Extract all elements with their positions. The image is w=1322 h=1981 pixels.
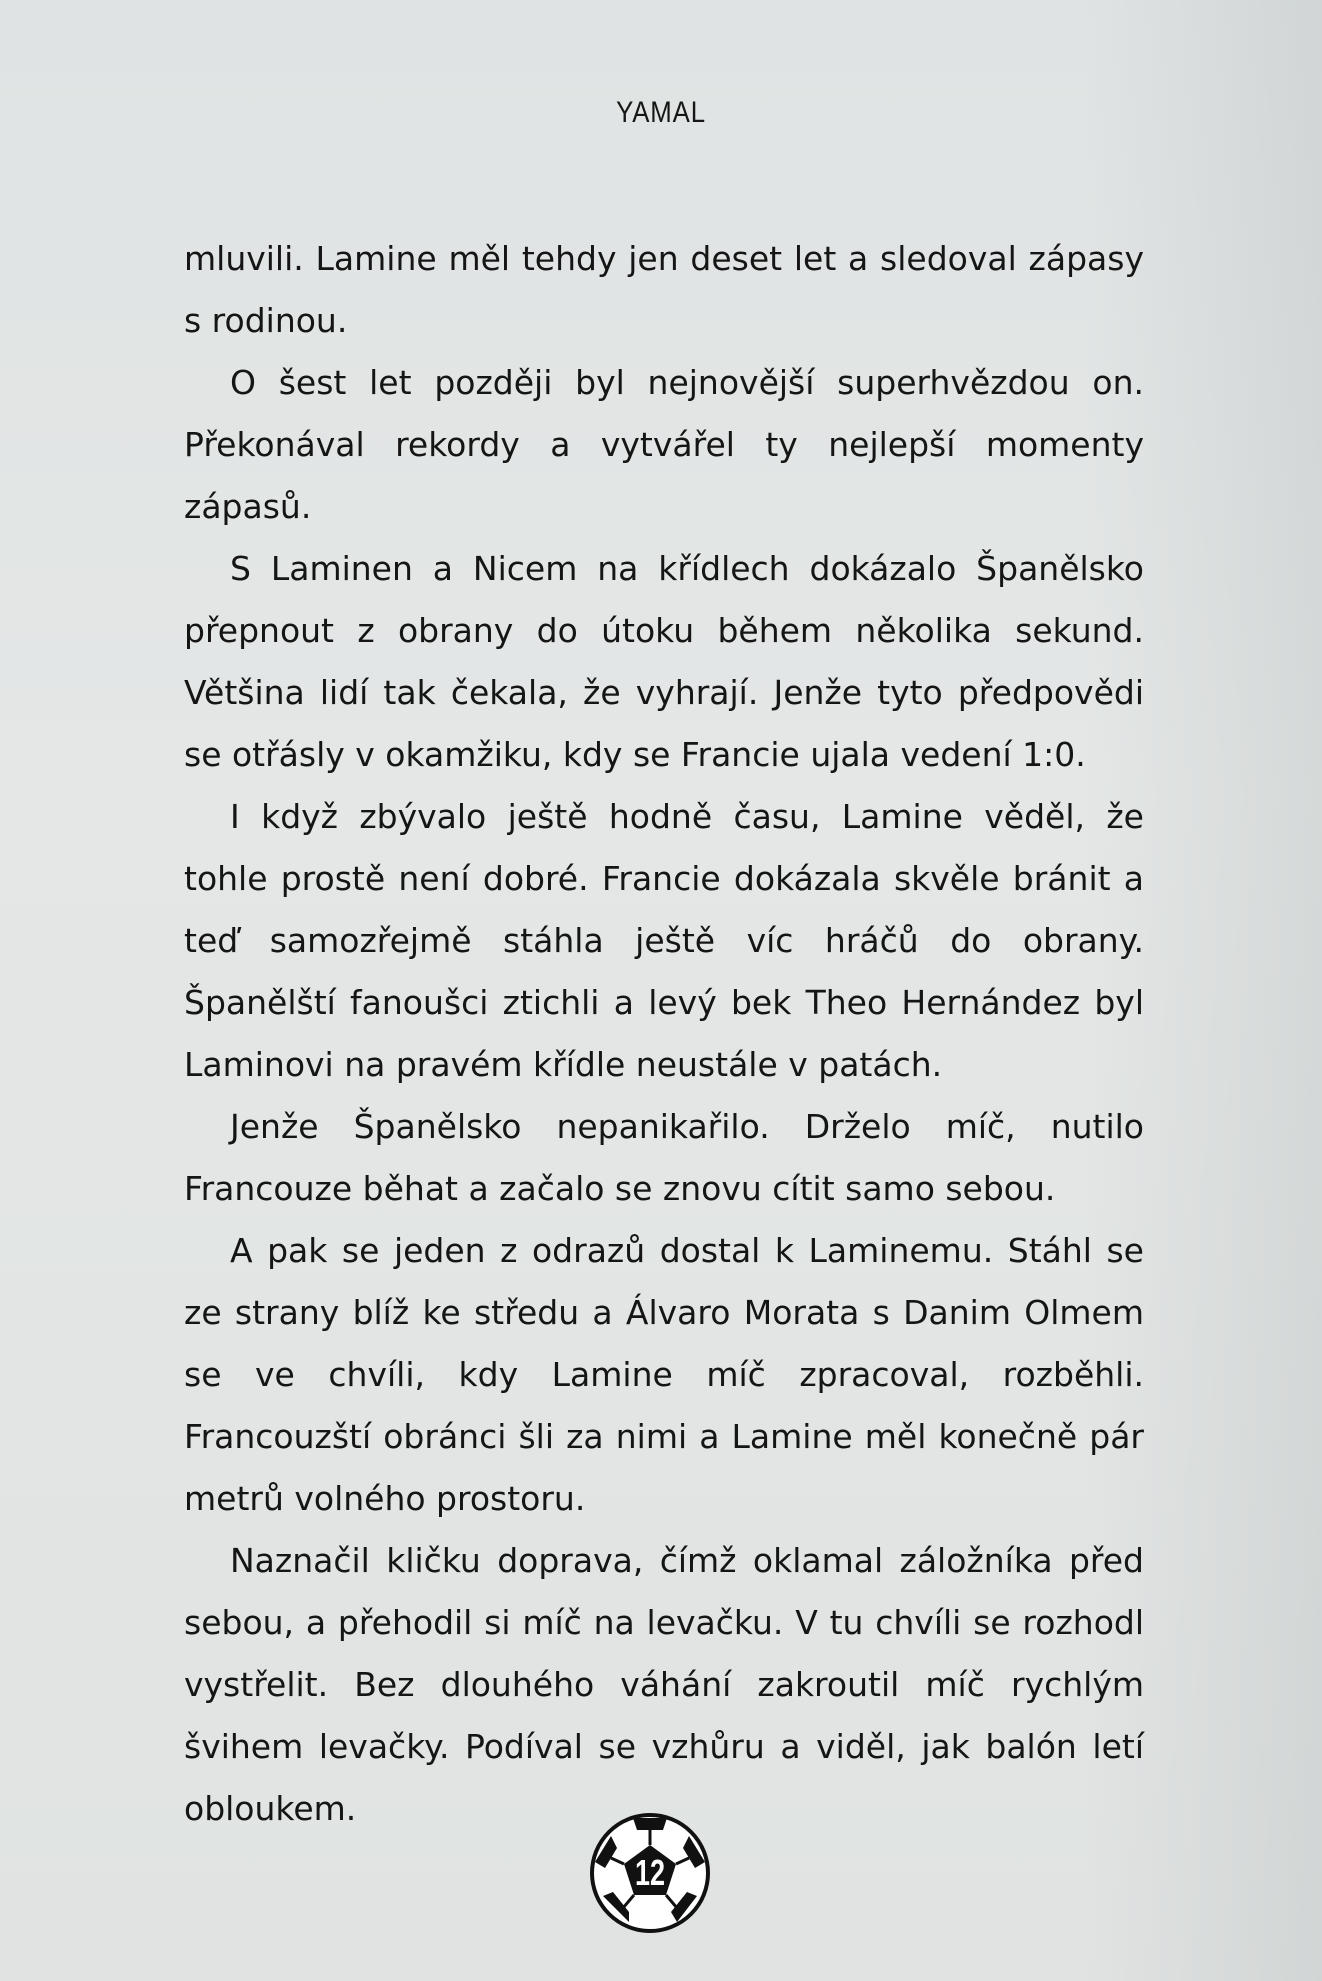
paragraph-1: mluvili. Lamine měl tehdy jen deset let a sledoval zápasy s rodinou. xyxy=(184,239,1144,340)
paragraph-7: Naznačil kličku doprava, čímž oklamal záložníka před sebou, a přehodil si míč na levačku. V tu chvíli se rozhodl vystřelit. Bez dlouhého váhání zakroutil míč rychlým švihem levačky. Podíval se vzhůru a viděl, jak balón letí obloukem. xyxy=(184,1541,1144,1828)
body-text xyxy=(184,228,1144,1840)
paragraph-6: A pak se jeden z odrazů dostal k Laminemu. Stáhl se ze strany blíž ke středu a Álvaro Morata s Danim Olmem se ve chvíli, kdy Lamine míč zpracoval, rozběhli. Francouzští obránci šli za nimi a Lamine měl konečně pár metrů volného prostoru. xyxy=(184,1231,1144,1518)
page-number: 12 xyxy=(634,1852,666,1893)
paragraph-2: O šest let později byl nejnovější superhvězdou on. Překonával rekordy a vytvářel ty nejlepší momenty zápasů. xyxy=(184,363,1144,526)
page-number-badge xyxy=(589,1812,711,1934)
paragraph-5: Jenže Španělsko nepanikařilo. Drželo míč, nutilo Francouze běhat a začalo se znovu cítit samo sebou. xyxy=(184,1107,1144,1208)
paragraph-4: I když zbývalo ještě hodně času, Lamine věděl, že tohle prostě není dobré. Francie dokázala skvěle bránit a teď samozřejmě stáhla ještě víc hráčů do obrany. Španělští fanoušci ztichli a levý bek Theo Hernández byl Laminovi na pravém křídle neustále v patách. xyxy=(184,797,1144,1084)
running-head: YAMAL xyxy=(616,96,706,129)
paragraph-3: S Laminen a Nicem na křídlech dokázalo Španělsko přepnout z obrany do útoku během několika sekund. Většina lidí tak čekala, že vyhrají. Jenže tyto předpovědi se otřásly v okamžiku, kdy se Francie ujala vedení 1:0. xyxy=(184,549,1144,774)
